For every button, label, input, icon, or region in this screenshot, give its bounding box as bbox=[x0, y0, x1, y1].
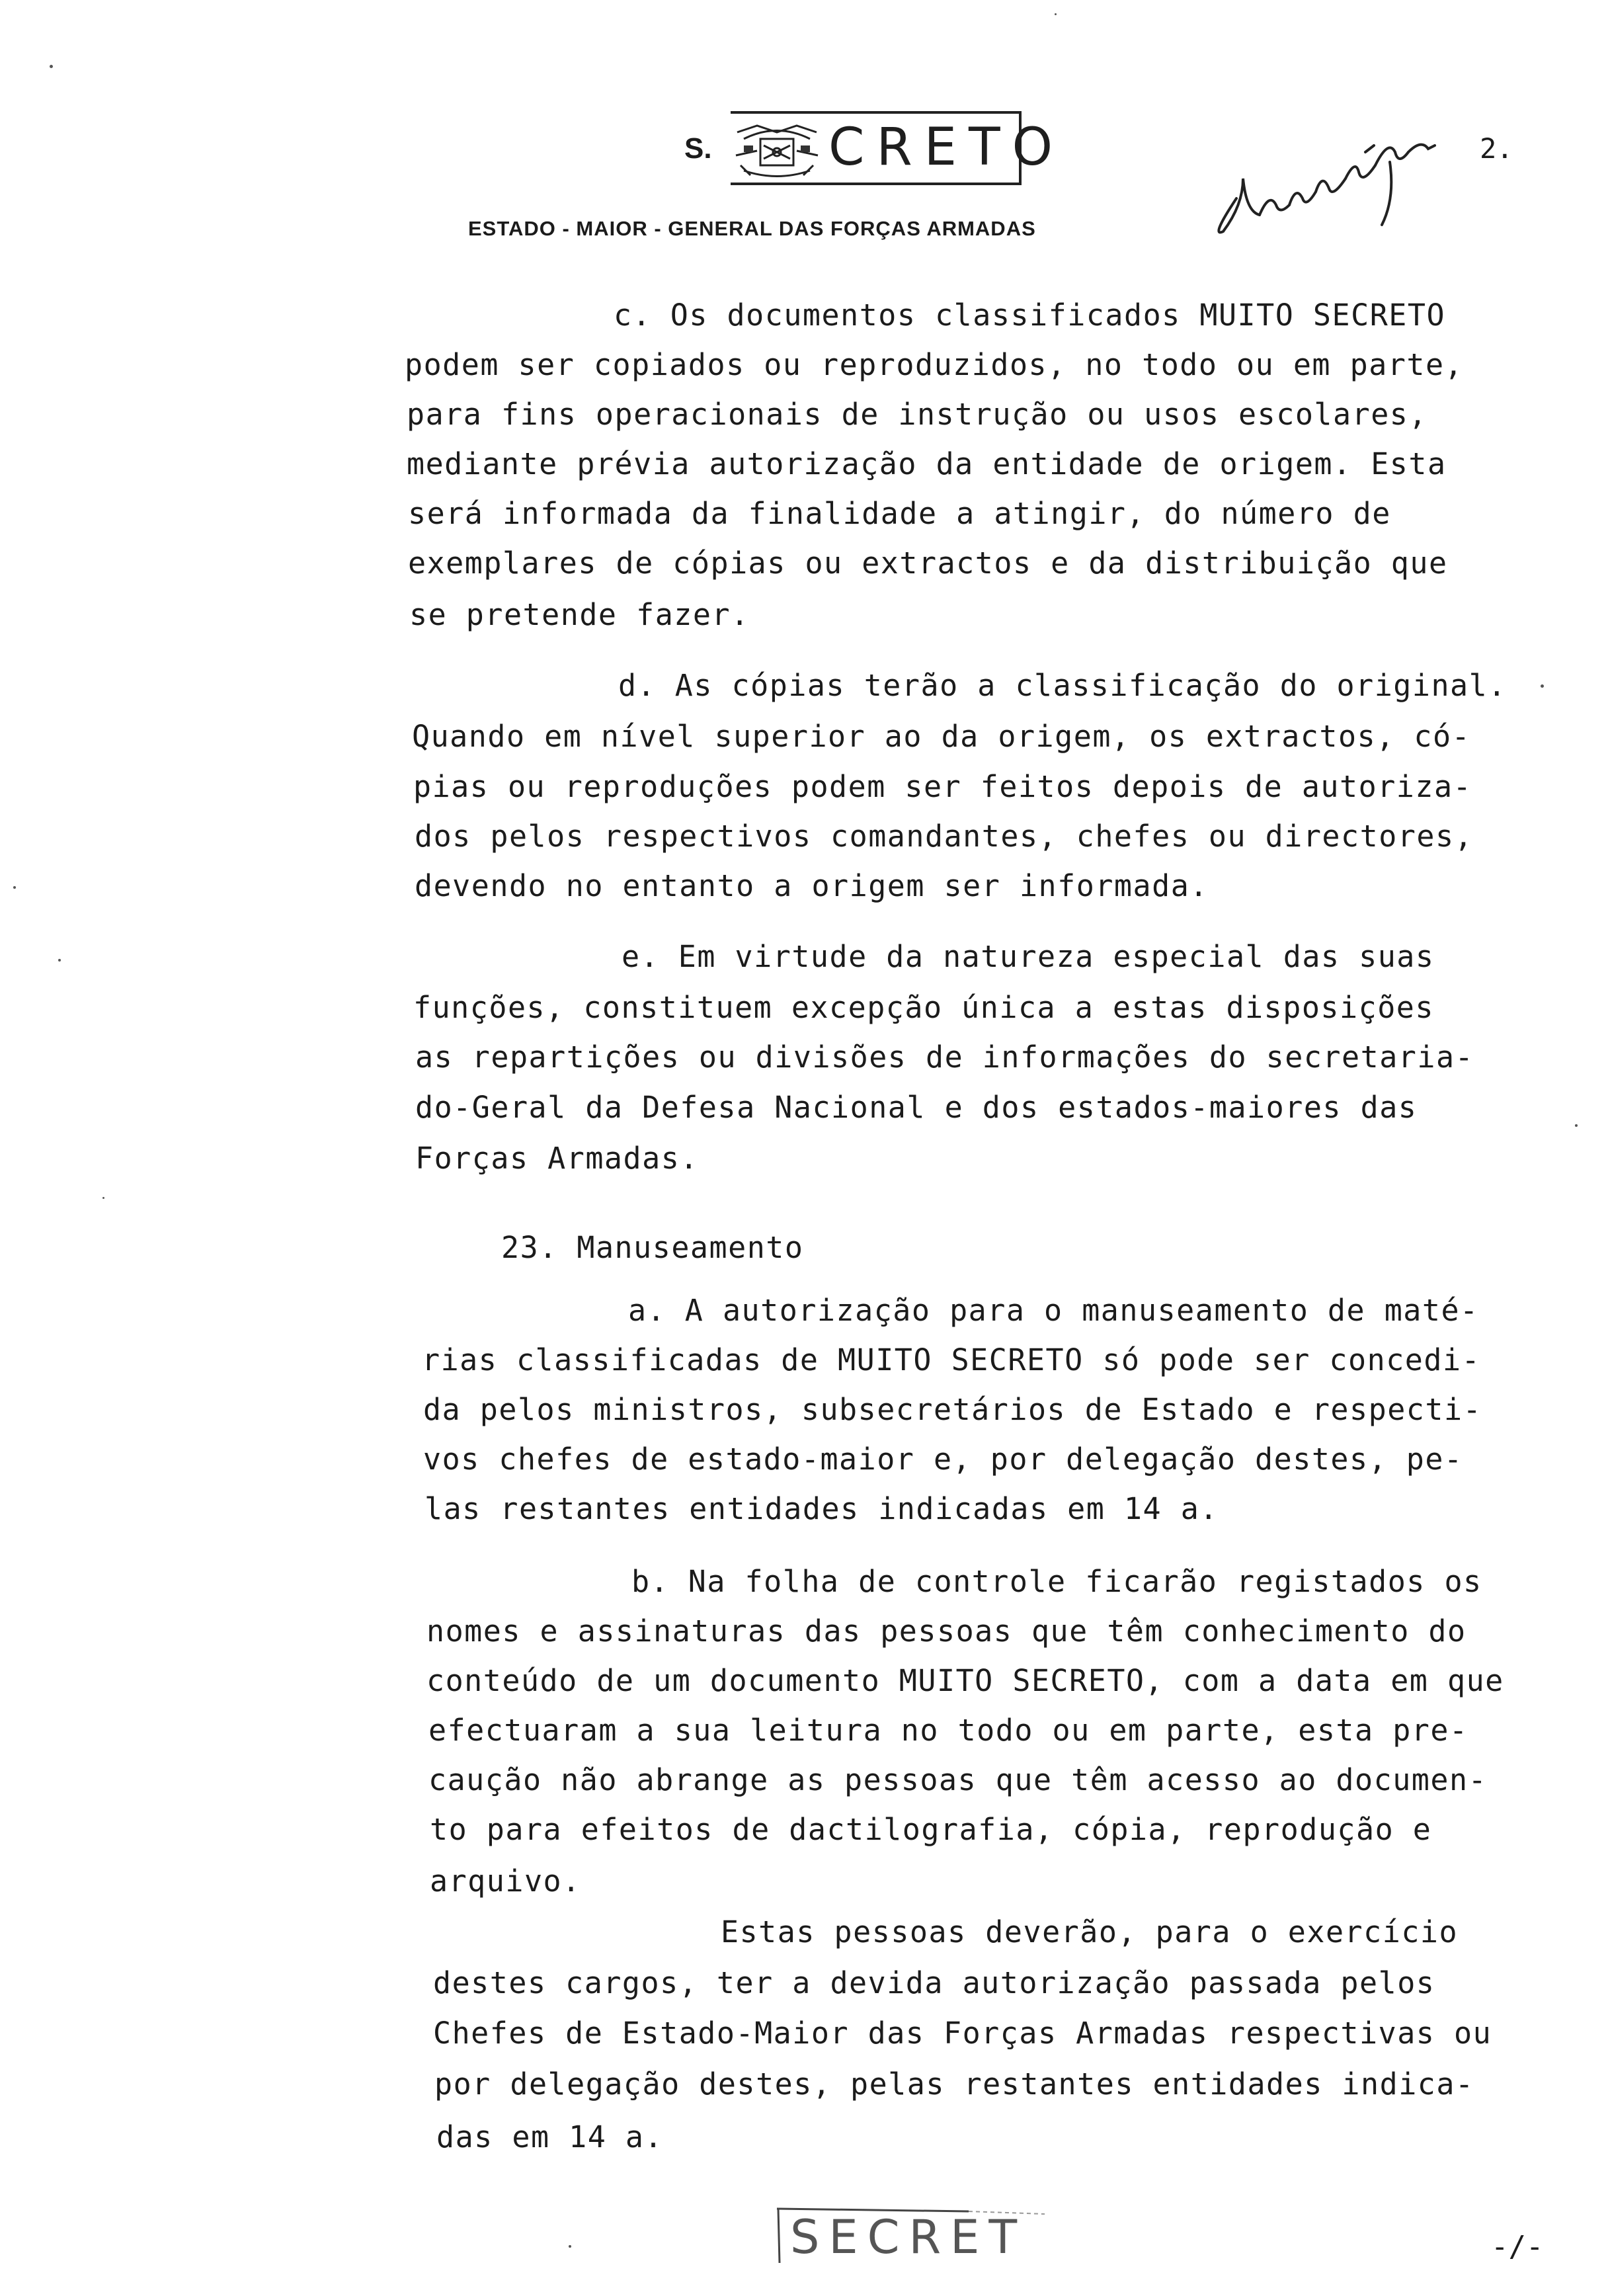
bottom-classification-stamp bbox=[770, 2202, 1048, 2268]
continuation-mark: -/- bbox=[1491, 2230, 1544, 2264]
page-number: 2. bbox=[1480, 132, 1513, 165]
paragraph-c-line: exemplares de cópias ou extractos e da distribuição que bbox=[408, 546, 1448, 581]
paragraph-b2-line: por delegação destes, pelas restantes entidades indica- bbox=[434, 2067, 1474, 2102]
paragraph-a-line: vos chefes de estado-maior e, por delegação destes, pe- bbox=[423, 1442, 1463, 1477]
scan-speck bbox=[50, 65, 53, 68]
handwritten-signature bbox=[1197, 99, 1461, 251]
scan-speck bbox=[13, 886, 16, 889]
paragraph-d-line: dos pelos respectivos comandantes, chefes ou directores, bbox=[415, 819, 1474, 854]
paragraph-e-line: as repartições ou divisões de informações do secretaria- bbox=[415, 1040, 1474, 1075]
paragraph-a-line: da pelos ministros, subsecretários de Estado e respecti- bbox=[423, 1392, 1482, 1427]
paragraph-b-line: efectuaram a sua leitura no todo ou em parte, esta pre- bbox=[428, 1713, 1468, 1748]
paragraph-b2-line: Chefes de Estado-Maior das Forças Armadas respectivas ou bbox=[433, 2016, 1492, 2051]
scan-speck bbox=[1541, 684, 1544, 688]
stamp-text: CRETO bbox=[828, 118, 1065, 177]
classification-stamp bbox=[731, 111, 1065, 185]
paragraph-a-line: las restantes entidades indicadas em 14 a. bbox=[424, 1491, 1219, 1526]
paragraph-e-line: do-Geral da Defesa Nacional e dos estados-maiores das bbox=[415, 1090, 1418, 1125]
scan-speck bbox=[102, 1197, 104, 1199]
paragraph-e-line: Forças Armadas. bbox=[415, 1141, 699, 1176]
bottom-stamp-text: SECRET bbox=[790, 2210, 1027, 2264]
classification-prefix: S. bbox=[684, 132, 712, 165]
scan-speck bbox=[1575, 1124, 1578, 1127]
scan-speck bbox=[58, 959, 61, 962]
paragraph-b2-line: destes cargos, ter a devida autorização passada pelos bbox=[433, 1965, 1435, 2000]
paragraph-b-line: conteúdo de um documento MUITO SECRETO, com a data em que bbox=[426, 1663, 1504, 1698]
paragraph-c-line: mediante prévia autorização da entidade de origem. Esta bbox=[407, 446, 1447, 481]
paragraph-b2-line: Estas pessoas deverão, para o exercício bbox=[721, 1914, 1459, 1949]
scan-speck bbox=[1055, 13, 1057, 15]
paragraph-d-line: devendo no entanto a origem ser informada. bbox=[415, 868, 1209, 903]
section-heading: 23. Manuseamento bbox=[501, 1230, 804, 1265]
paragraph-d-line: Quando em nível superior ao da origem, os extractos, có- bbox=[412, 719, 1471, 754]
paragraph-b-line: nomes e assinaturas das pessoas que têm conhecimento do bbox=[426, 1614, 1467, 1649]
paragraph-e-line: e. Em virtude da natureza especial das suas bbox=[622, 939, 1435, 974]
paragraph-c-line: se pretende fazer. bbox=[409, 597, 750, 632]
paragraph-e-line: funções, constituem excepção única a estas disposições bbox=[413, 990, 1434, 1025]
paragraph-b2-line: das em 14 a. bbox=[436, 2119, 664, 2154]
paragraph-a-line: a. A autorização para o manuseamento de maté- bbox=[628, 1293, 1479, 1328]
paragraph-c-line: podem ser copiados ou reproduzidos, no todo ou em parte, bbox=[405, 347, 1464, 382]
paragraph-c-line: para fins operacionais de instrução ou usos escolares, bbox=[407, 397, 1427, 432]
paragraph-d-line: d. As cópias terão a classificação do original. bbox=[618, 668, 1507, 703]
paragraph-d-line: pias ou reproduções podem ser feitos depois de autoriza- bbox=[413, 769, 1472, 804]
coat-of-arms-icon bbox=[731, 119, 823, 180]
organization-heading: ESTADO - MAIOR - GENERAL DAS FORÇAS ARMADAS bbox=[468, 217, 1036, 240]
paragraph-b-line: caução não abrange as pessoas que têm acesso ao documen- bbox=[428, 1762, 1488, 1797]
scan-speck bbox=[569, 2245, 571, 2248]
paragraph-b-line: b. Na folha de controle ficarão registados os bbox=[631, 1564, 1482, 1599]
paragraph-c-line: c. Os documentos classificados MUITO SECRETO bbox=[614, 298, 1446, 333]
paragraph-a-line: rias classificadas de MUITO SECRETO só pode ser concedi- bbox=[422, 1342, 1481, 1377]
paragraph-b-line: arquivo. bbox=[430, 1864, 581, 1899]
paragraph-c-line: será informada da finalidade a atingir, do número de bbox=[408, 496, 1391, 531]
paragraph-b-line: to para efeitos de dactilografia, cópia, reprodução e bbox=[430, 1812, 1432, 1847]
